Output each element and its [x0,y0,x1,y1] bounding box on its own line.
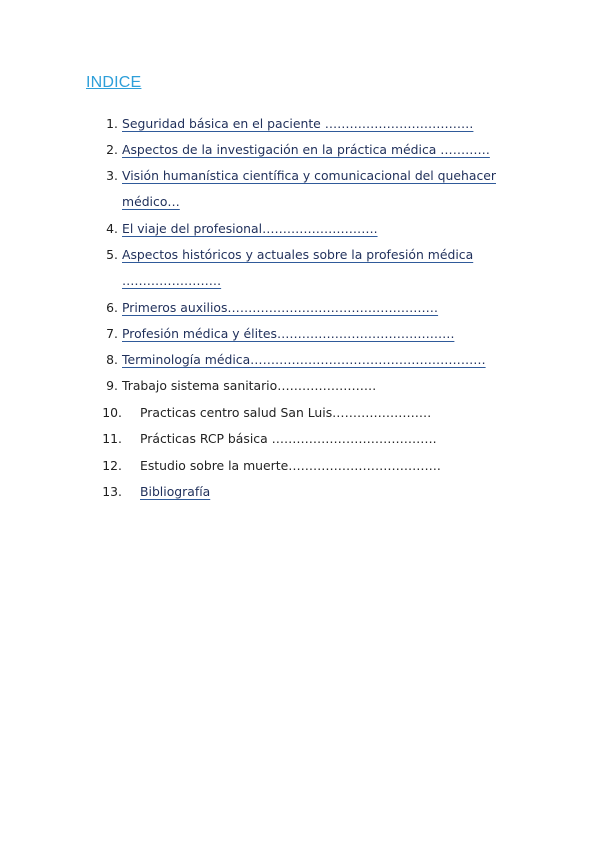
toc-entry-number: 2. [106,142,118,157]
toc-entry-number: 13. [102,484,122,499]
toc-entry-number: 3. [106,168,118,183]
toc-entry-number: 9. [106,378,118,393]
toc-entry-number: 5. [106,247,118,262]
toc-entry-number: 6. [106,300,118,315]
toc-entry-link[interactable]: …………………… [122,273,222,288]
toc-entry-link[interactable]: médico… [122,194,180,209]
toc-entry-link[interactable]: Visión humanística científica y comunicacional del quehacer [122,168,496,183]
toc-entry-number: 8. [106,352,118,367]
toc-entry-text: Trabajo sistema sanitario…………………… [122,378,377,393]
toc-entry-link[interactable]: Primeros auxilios…………………………………………… [122,300,439,315]
toc-entry-text: Estudio sobre la muerte………………………………. [140,458,441,473]
toc-entry-number: 4. [106,221,118,236]
toc-entry-link[interactable]: Terminología médica………………………………………………… [122,352,486,367]
toc-entry-number: 11. [102,431,122,446]
toc-entry-link[interactable]: Aspectos de la investigación en la práctica médica ………… [122,142,490,157]
toc-entry-link[interactable]: Seguridad básica en el paciente ……………………………… [122,116,474,131]
toc-entry-link[interactable]: El viaje del profesional………………………. [122,221,378,236]
toc-entry-link[interactable]: Aspectos históricos y actuales sobre la profesión médica [122,247,474,262]
toc-entry-number: 1. [106,116,118,131]
toc-entry-number: 7. [106,326,118,341]
toc-entry-number: 12. [102,458,122,473]
toc-entry-link[interactable]: Profesión médica y élites……………………………………. [122,326,455,341]
index-title[interactable]: INDICE [86,74,142,91]
toc-entry-number: 10. [102,405,122,420]
toc-entry-link[interactable]: Bibliografía [140,484,211,499]
toc-entry-text: Prácticas RCP básica …………………………………. [140,431,437,446]
toc-entry-text: Practicas centro salud San Luis…………………… [140,405,432,420]
